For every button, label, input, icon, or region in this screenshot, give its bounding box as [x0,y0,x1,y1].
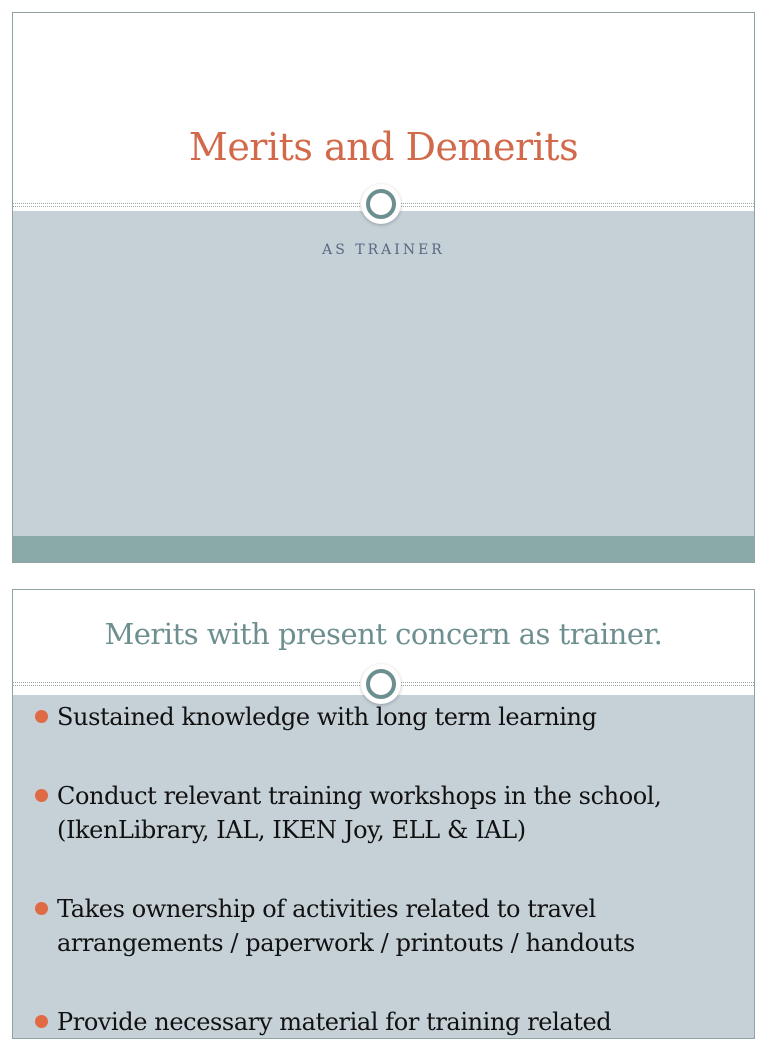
bullet-dot-icon [35,789,48,802]
list-item-text: Takes ownership of activities related to travel arrangements / paperwork / printouts / handouts [57,895,635,957]
footer-band [13,536,754,562]
content-band [13,211,754,536]
list-item [13,1005,754,1039]
content-slide [12,589,755,1039]
slide-title: Merits and Demerits [188,125,579,169]
bullet-dot-icon [35,1015,48,1028]
title-slide [12,12,755,563]
list-item-text: Provide necessary material for training related [57,1008,612,1036]
ring-ornament-icon [361,184,401,224]
list-item-text: Conduct relevant training workshops in the school, (IkenLibrary, IAL, IKEN Joy, ELL & IAL) [57,782,662,844]
list-item [13,700,754,734]
bullet-dot-icon [35,710,48,723]
list-item [13,892,754,960]
slide-title: Merits with present concern as trainer. [104,617,663,651]
list-item-text: Sustained knowledge with long term learning [57,703,597,731]
bullet-dot-icon [35,902,48,915]
slide-subtitle: AS TRAINER [322,242,445,258]
ring-ornament-icon [361,664,401,704]
bullet-list [13,700,754,1039]
list-item [13,779,754,847]
